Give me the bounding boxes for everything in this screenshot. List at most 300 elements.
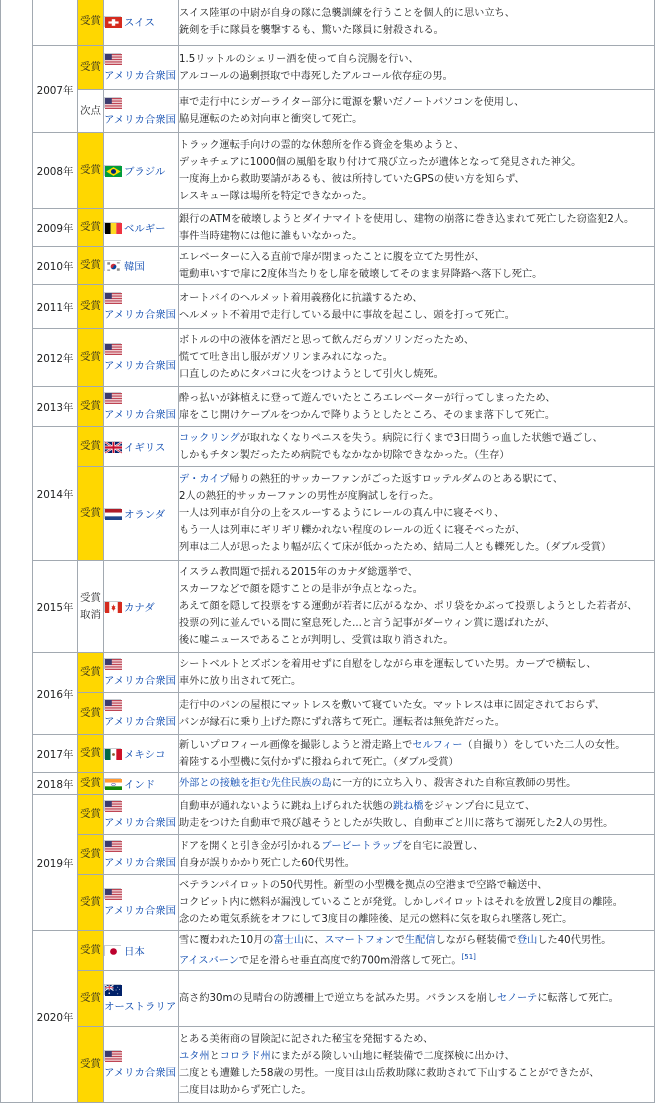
status-label: 受賞 bbox=[78, 505, 103, 521]
country-name[interactable]: アメリカ合衆国 bbox=[104, 67, 176, 82]
description-text: 列車は二人が思ったより幅が広くて床が低かったため、結局二人とも轢死した。（ダブル受賞） bbox=[179, 542, 611, 553]
country-link[interactable] bbox=[104, 439, 178, 454]
belgium-flag-icon bbox=[104, 222, 121, 233]
description-text: 酔っ払いが鉢植えに登って遊んでいたところエレベーターが行ってしまったため、 bbox=[179, 393, 556, 404]
description-text: 2人の熱狂的サッカーファンの男性が度胸試しを行った。 bbox=[179, 491, 439, 502]
description-cell bbox=[179, 467, 655, 561]
description-text: 投票の列に並んでいる間に窒息死した...と言う記事がダーウィン賞に選ばれたが、 bbox=[179, 618, 555, 629]
description-line bbox=[179, 798, 654, 815]
status-cell bbox=[78, 561, 104, 653]
description-line bbox=[179, 1031, 654, 1048]
description-line bbox=[179, 290, 654, 307]
country-link[interactable] bbox=[104, 14, 178, 29]
wiki-link[interactable]: 富士山 bbox=[273, 935, 304, 946]
description-line bbox=[179, 598, 654, 615]
country-name[interactable]: アメリカ合衆国 bbox=[104, 854, 176, 869]
status-cell bbox=[78, 0, 104, 46]
country-name[interactable]: アメリカ合衆国 bbox=[104, 713, 176, 728]
table-row bbox=[1, 427, 655, 467]
description-line bbox=[179, 447, 654, 464]
country-link[interactable] bbox=[104, 292, 178, 321]
wiki-link[interactable]: デ・カイプ bbox=[179, 474, 229, 485]
status-cell bbox=[78, 1027, 104, 1103]
usa-flag-icon bbox=[104, 699, 121, 710]
description-text: 助走をつけた自動車で飛び越そうとしたが失敗し、自動車ごと川に落ちて溺死した2人の男性。 bbox=[179, 818, 613, 829]
description-line bbox=[179, 366, 654, 383]
usa-flag-icon bbox=[104, 343, 121, 354]
description-cell bbox=[179, 247, 655, 285]
year-cell: 2018年 bbox=[33, 773, 78, 795]
description-line bbox=[179, 877, 654, 894]
country-cell[interactable] bbox=[104, 387, 179, 427]
description-text: と bbox=[210, 1051, 220, 1062]
description-text: 一度海上から救助要請があるも、彼は所持していたGPSの使い方を知らず、 bbox=[179, 174, 525, 185]
wiki-link[interactable]: 跳ね橋 bbox=[393, 801, 424, 812]
description-line bbox=[179, 505, 654, 522]
status-label: 受賞 bbox=[78, 846, 103, 862]
country-cell[interactable] bbox=[104, 835, 179, 875]
country-name[interactable]: アメリカ合衆国 bbox=[104, 406, 176, 421]
description-line bbox=[179, 188, 654, 205]
year-cell: 2019年 bbox=[33, 795, 78, 931]
uk-flag-icon bbox=[104, 441, 121, 452]
country-name[interactable]: アメリカ合衆国 bbox=[104, 1064, 176, 1079]
year-cell: 2020年 bbox=[33, 931, 78, 1103]
status-cell bbox=[78, 285, 104, 329]
wiki-link[interactable]: コロラド州 bbox=[220, 1051, 271, 1062]
country-link[interactable] bbox=[104, 220, 178, 235]
country-name[interactable]: スイス bbox=[124, 14, 155, 29]
status-label: 受賞 bbox=[78, 298, 103, 314]
description-text: 車で走行中にシガーライター部分に電源を繋いだノートパソコンを使用し、 bbox=[179, 97, 524, 108]
description-line bbox=[179, 51, 654, 68]
citation-link[interactable]: [51] bbox=[462, 953, 476, 961]
description-line bbox=[179, 949, 654, 969]
wiki-link[interactable]: 登山 bbox=[517, 935, 537, 946]
description-line bbox=[179, 539, 654, 556]
description-text: スイス陸軍の中尉が自身の隊に急襲訓練を行うことを個人的に思い立ち、 bbox=[179, 8, 515, 19]
south-korea-flag-icon bbox=[104, 260, 121, 271]
description-cell bbox=[179, 285, 655, 329]
usa-flag-icon bbox=[104, 97, 121, 108]
status-cell bbox=[78, 133, 104, 209]
country-link[interactable] bbox=[104, 506, 178, 521]
country-link[interactable] bbox=[104, 746, 178, 761]
wiki-link[interactable]: 外部との接触を拒む先住民族の島 bbox=[179, 778, 332, 789]
country-cell[interactable] bbox=[104, 693, 179, 735]
country-name[interactable]: インド bbox=[124, 776, 155, 791]
status-label: 受賞 bbox=[78, 1056, 103, 1072]
description-cell bbox=[179, 653, 655, 693]
description-text: アルコールの過剰摂取で中毒死したアルコール依存症の男。 bbox=[179, 71, 453, 82]
country-link[interactable] bbox=[104, 800, 178, 829]
description-text: コクピット内に燃料が漏洩していることが発覚。しかしパイロットはそれを放置し2度目の離陸。 bbox=[179, 897, 623, 908]
year-cell: 2017年 bbox=[33, 735, 78, 773]
status-label: 受賞 bbox=[78, 806, 103, 822]
status-cell bbox=[78, 971, 104, 1027]
description-text: トラック運転手向けの霊的な休憩所を作る資金を集めようと、 bbox=[179, 140, 464, 151]
country-name[interactable]: アメリカ合衆国 bbox=[104, 306, 176, 321]
status-cell bbox=[78, 875, 104, 931]
description-text: に転落して死亡。 bbox=[537, 993, 619, 1004]
country-cell[interactable] bbox=[104, 247, 179, 285]
description-line bbox=[179, 111, 654, 128]
description-text: 着陸する小型機に気付かずに撥ねられて死亡。（ダブル受賞） bbox=[179, 757, 459, 768]
description-text: 一人は列車が自分の上をスルーするようにレールの真ん中に寝そべり、 bbox=[179, 508, 504, 519]
mexico-flag-icon bbox=[104, 748, 121, 759]
country-name[interactable]: オーストラリア bbox=[104, 998, 176, 1013]
description-cell bbox=[179, 329, 655, 387]
description-line bbox=[179, 22, 654, 39]
table-row bbox=[1, 387, 655, 427]
table-row bbox=[1, 735, 655, 773]
country-cell[interactable] bbox=[104, 285, 179, 329]
usa-flag-icon bbox=[104, 800, 121, 811]
description-text: 新しいプロフィール画像を撮影しようと滑走路上で bbox=[179, 740, 412, 751]
description-cell bbox=[179, 693, 655, 735]
country-link[interactable] bbox=[104, 776, 178, 791]
year-cell: 2015年 bbox=[33, 561, 78, 653]
country-name[interactable]: イギリス bbox=[124, 439, 165, 454]
description-text: 二度とも遭難した58歳の男性。一度目は山岳救助隊に救助されて下山することができたが、 bbox=[179, 1068, 599, 1079]
status-cell bbox=[78, 46, 104, 90]
usa-flag-icon bbox=[104, 1050, 121, 1061]
status-cell bbox=[78, 90, 104, 133]
status-label: 受賞 bbox=[78, 59, 103, 75]
status-cell bbox=[78, 387, 104, 427]
description-line bbox=[179, 211, 654, 228]
description-line bbox=[179, 911, 654, 928]
description-cell bbox=[179, 561, 655, 653]
country-link[interactable] bbox=[104, 343, 178, 372]
description-line bbox=[179, 94, 654, 111]
usa-flag-icon bbox=[104, 888, 121, 899]
table-left-edge bbox=[1, 0, 33, 1103]
country-cell[interactable] bbox=[104, 90, 179, 133]
description-line bbox=[179, 68, 654, 85]
status-label: 受賞 bbox=[78, 942, 103, 958]
description-line bbox=[179, 838, 654, 855]
description-line bbox=[179, 1065, 654, 1082]
netherlands-flag-icon bbox=[104, 508, 121, 519]
description-text: をジャンプ台に見立て、 bbox=[424, 801, 536, 812]
description-cell bbox=[179, 209, 655, 247]
description-line bbox=[179, 522, 654, 539]
table-row bbox=[1, 795, 655, 835]
description-line bbox=[179, 656, 654, 673]
description-text: にまたがる険しい山地に軽装備で二度探検に出かけ、 bbox=[271, 1051, 515, 1062]
country-cell[interactable] bbox=[104, 653, 179, 693]
status-cell bbox=[78, 693, 104, 735]
description-text: 口直しのためにタバコに火をつけようとして引火し焼死。 bbox=[179, 369, 444, 380]
country-name[interactable]: ベルギー bbox=[124, 220, 166, 235]
brazil-flag-icon bbox=[104, 165, 121, 176]
description-text: ヘルメット不着用で走行している最中に事故を起こし、頭を打って死亡。 bbox=[179, 310, 515, 321]
description-cell bbox=[179, 735, 655, 773]
description-text: 事件当時建物には他に誰もいなかった。 bbox=[179, 231, 362, 242]
description-line bbox=[179, 1082, 654, 1099]
country-name[interactable]: メキシコ bbox=[124, 746, 165, 761]
description-text: もう一人は列車にギリギリ轢かれない程度のレールの近くに寝そべったが、 bbox=[179, 525, 525, 536]
table-row bbox=[1, 0, 655, 46]
japan-flag-icon bbox=[104, 945, 121, 956]
description-line bbox=[179, 407, 654, 424]
canada-flag-icon bbox=[104, 601, 121, 612]
status-cell bbox=[78, 427, 104, 467]
description-line bbox=[179, 5, 654, 22]
country-link[interactable] bbox=[104, 699, 178, 728]
country-link[interactable] bbox=[104, 599, 178, 614]
description-text: スカーフなどで顔を隠すことの是非が争点となった。 bbox=[179, 584, 423, 595]
year-cell: 2010年 bbox=[33, 247, 78, 285]
country-cell[interactable] bbox=[104, 971, 179, 1027]
wiki-link[interactable]: セノーテ bbox=[497, 993, 537, 1004]
year-cell: 2012年 bbox=[33, 329, 78, 387]
status-cell bbox=[78, 209, 104, 247]
description-text: で bbox=[395, 935, 405, 946]
country-link[interactable] bbox=[104, 840, 178, 869]
description-cell bbox=[179, 795, 655, 835]
country-cell[interactable] bbox=[104, 1027, 179, 1103]
year-cell: 2007年 bbox=[33, 46, 78, 133]
country-cell[interactable] bbox=[104, 427, 179, 467]
table-row bbox=[1, 133, 655, 209]
status-label: 受賞 bbox=[78, 162, 103, 178]
description-line bbox=[179, 488, 654, 505]
description-line bbox=[179, 815, 654, 832]
country-cell[interactable] bbox=[104, 329, 179, 387]
description-cell bbox=[179, 1027, 655, 1103]
wiki-link[interactable]: コックリング bbox=[179, 433, 240, 444]
description-line bbox=[179, 894, 654, 911]
description-text: 電動車いすで扉に2度体当たりをし扉を破壊してそのまま昇降路へ落下し死亡。 bbox=[179, 269, 542, 280]
country-link[interactable] bbox=[104, 53, 178, 82]
usa-flag-icon bbox=[104, 392, 121, 403]
usa-flag-icon bbox=[104, 840, 121, 851]
description-text: した40代男性。 bbox=[537, 935, 611, 946]
status-label: 受賞 bbox=[78, 13, 103, 29]
description-line bbox=[179, 307, 654, 324]
country-name[interactable]: アメリカ合衆国 bbox=[104, 814, 176, 829]
country-name[interactable]: アメリカ合衆国 bbox=[104, 672, 176, 687]
country-cell[interactable] bbox=[104, 931, 179, 971]
table-row bbox=[1, 561, 655, 653]
description-text: 後に嘘ニュースであることが判明し、受賞は取り消された。 bbox=[179, 635, 454, 646]
description-text: 帰りの熱狂的サッカーファンがごった返すロッテルダムのとある駅にて、 bbox=[229, 474, 563, 485]
description-text: で足を滑らせ垂直高度で約700m滑落して死亡。 bbox=[239, 955, 462, 966]
description-text: オートバイのヘルメット着用義務化に抗議するため、 bbox=[179, 293, 423, 304]
description-text: 自身が誤りかかり死亡した60代男性。 bbox=[179, 858, 355, 869]
table-row bbox=[1, 773, 655, 795]
status-cell bbox=[78, 931, 104, 971]
country-link[interactable] bbox=[104, 97, 178, 126]
description-line bbox=[179, 1048, 654, 1065]
description-cell bbox=[179, 133, 655, 209]
australia-flag-icon bbox=[104, 984, 121, 995]
country-cell[interactable] bbox=[104, 0, 179, 46]
country-name[interactable]: ブラジル bbox=[124, 163, 165, 178]
description-line bbox=[179, 714, 654, 731]
country-link[interactable] bbox=[104, 984, 178, 1013]
description-cell bbox=[179, 90, 655, 133]
description-text: が取れなくなりペニスを失う。病院に行くまで3日間うっ血した状態で過ごし、 bbox=[240, 433, 603, 444]
table-row bbox=[1, 467, 655, 561]
status-cell bbox=[78, 467, 104, 561]
country-link[interactable] bbox=[104, 888, 178, 917]
description-text: に、 bbox=[304, 935, 324, 946]
table-row bbox=[1, 329, 655, 387]
description-cell bbox=[179, 387, 655, 427]
table-row bbox=[1, 693, 655, 735]
wiki-link[interactable]: スマートフォン bbox=[324, 935, 394, 946]
description-line bbox=[179, 990, 654, 1007]
wiki-link[interactable]: セルフィー bbox=[412, 740, 462, 751]
table-row bbox=[1, 285, 655, 329]
description-text: 車外に放り出されて死亡。 bbox=[179, 676, 301, 687]
status-cell bbox=[78, 773, 104, 795]
country-link[interactable] bbox=[104, 1050, 178, 1079]
description-text: 二度目は助からず死亡した。 bbox=[179, 1085, 311, 1096]
description-text: 銀行のATMを破壊しようとダイナマイトを使用し、建物の崩落に巻き込まれて死亡した窃盗犯2人。 bbox=[179, 214, 634, 225]
description-line bbox=[179, 430, 654, 447]
status-label: 受賞 bbox=[78, 664, 103, 680]
description-text: イスラム教問題で揺れる2015年のカナダ総選挙で、 bbox=[179, 567, 418, 578]
table-row bbox=[1, 653, 655, 693]
description-text: ドアを開くと引き金が引かれる bbox=[179, 841, 321, 852]
status-label: 受賞 bbox=[78, 775, 103, 791]
country-name[interactable]: カナダ bbox=[124, 599, 155, 614]
table-row bbox=[1, 209, 655, 247]
description-text: 自動車が通れないように跳ね上げられた状態の bbox=[179, 801, 393, 812]
country-cell[interactable] bbox=[104, 467, 179, 561]
country-name[interactable]: オランダ bbox=[124, 506, 165, 521]
description-cell bbox=[179, 971, 655, 1027]
table-row bbox=[1, 90, 655, 133]
description-cell bbox=[179, 0, 655, 46]
description-text: に一方的に立ち入り、殺害された自称宣教師の男性。 bbox=[332, 778, 577, 789]
description-text: 扉をこじ開けケーブルをつかんで降りようとしたところ、そのまま落下して死亡。 bbox=[179, 410, 555, 421]
country-cell[interactable] bbox=[104, 209, 179, 247]
year-cell: 2016年 bbox=[33, 653, 78, 735]
year-cell: 2011年 bbox=[33, 285, 78, 329]
description-line bbox=[179, 581, 654, 598]
wiki-link[interactable]: 生配信 bbox=[405, 935, 436, 946]
status-cell bbox=[78, 735, 104, 773]
country-link[interactable] bbox=[104, 258, 178, 273]
description-line bbox=[179, 775, 654, 792]
description-cell bbox=[179, 46, 655, 90]
status-cell bbox=[78, 247, 104, 285]
year-cell: 2014年 bbox=[33, 427, 78, 561]
table-row bbox=[1, 875, 655, 931]
description-line bbox=[179, 154, 654, 171]
description-line bbox=[179, 228, 654, 245]
country-cell[interactable] bbox=[104, 133, 179, 209]
status-label: 受賞 bbox=[78, 590, 103, 606]
table-row bbox=[1, 835, 655, 875]
wiki-link[interactable]: ブービートラップ bbox=[321, 841, 402, 852]
description-cell bbox=[179, 931, 655, 971]
country-name[interactable]: 日本 bbox=[124, 943, 145, 958]
description-line bbox=[179, 332, 654, 349]
description-text: 脇見運転のため対向車と衝突して死亡。 bbox=[179, 114, 362, 125]
description-text: エレベーターに入る直前で扉が閉まったことに腹を立てた男性が、 bbox=[179, 252, 485, 263]
country-cell[interactable] bbox=[104, 561, 179, 653]
status-label: 受賞 bbox=[78, 398, 103, 414]
description-text: （自撮り）をしていた二人の女性。 bbox=[462, 740, 625, 751]
description-line bbox=[179, 349, 654, 366]
wiki-link[interactable]: アイスバーン bbox=[179, 955, 239, 966]
country-name[interactable]: 韓国 bbox=[124, 258, 145, 273]
description-line bbox=[179, 855, 654, 872]
status-label: 受賞 bbox=[78, 438, 103, 454]
status-cell bbox=[78, 835, 104, 875]
table-row bbox=[1, 247, 655, 285]
status-label: 取消 bbox=[78, 607, 103, 623]
india-flag-icon bbox=[104, 778, 121, 789]
description-text: デッキチェアに1000個の風船を取り付けて飛び立ったが遺体となって発見された神父。 bbox=[179, 157, 581, 168]
description-line bbox=[179, 737, 654, 754]
description-line bbox=[179, 390, 654, 407]
table-row bbox=[1, 931, 655, 971]
description-text: とある美術商の冒険記に記された秘宝を発掘するため、 bbox=[179, 1034, 433, 1045]
description-line bbox=[179, 171, 654, 188]
description-line bbox=[179, 564, 654, 581]
description-line bbox=[179, 615, 654, 632]
description-text: ベテランパイロットの50代男性。新型の小型機を拠点の空港まで空路で輸送中、 bbox=[179, 880, 548, 891]
status-label: 受賞 bbox=[78, 990, 103, 1006]
description-text: レスキュー隊は場所を特定できなかった。 bbox=[179, 191, 372, 202]
status-label: 受賞 bbox=[78, 349, 103, 365]
country-cell[interactable] bbox=[104, 46, 179, 90]
status-label: 受賞 bbox=[78, 894, 103, 910]
country-cell[interactable] bbox=[104, 875, 179, 931]
status-cell bbox=[78, 329, 104, 387]
year-cell-continued bbox=[33, 0, 78, 46]
description-cell bbox=[179, 835, 655, 875]
usa-flag-icon bbox=[104, 658, 121, 669]
description-cell bbox=[179, 875, 655, 931]
status-label: 受賞 bbox=[78, 705, 103, 721]
table-row bbox=[1, 46, 655, 90]
usa-flag-icon bbox=[104, 53, 121, 64]
switzerland-flag-icon bbox=[104, 16, 121, 27]
country-link[interactable] bbox=[104, 163, 178, 178]
country-cell[interactable] bbox=[104, 735, 179, 773]
country-cell[interactable] bbox=[104, 773, 179, 795]
description-text: 念のため電気系統をオフにして3度目の離陸後、足元の燃料に気を取られ墜落し死亡。 bbox=[179, 914, 572, 925]
country-link[interactable] bbox=[104, 658, 178, 687]
country-name[interactable]: アメリカ合衆国 bbox=[104, 111, 176, 126]
description-text: を自宅に設置し、 bbox=[402, 841, 484, 852]
wiki-link[interactable]: ユタ州 bbox=[179, 1051, 210, 1062]
description-text: 1.5リットルのシェリー酒を使って自ら浣腸を行い、 bbox=[179, 54, 419, 65]
description-text: しながら軽装備で bbox=[435, 935, 517, 946]
description-text: 走行中のバンの屋根にマットレスを敷いて寝ていた女。マットレスは車に固定されておらず、 bbox=[179, 700, 605, 711]
description-line bbox=[179, 137, 654, 154]
description-text: あえて顔を隠して投票をする運動が若者に広がるなか、ポリ袋をかぶって投票しようとした若者が、 bbox=[179, 601, 637, 612]
country-cell[interactable] bbox=[104, 795, 179, 835]
country-link[interactable] bbox=[104, 943, 178, 958]
country-link[interactable] bbox=[104, 392, 178, 421]
year-cell: 2009年 bbox=[33, 209, 78, 247]
description-text: 慌てて吐き出し服がガソリンまみれになった。 bbox=[179, 352, 393, 363]
description-cell bbox=[179, 773, 655, 795]
description-text: しかもチタン製だったため病院でもなかなか切除できなかった。（生存） bbox=[179, 450, 510, 461]
country-name[interactable]: アメリカ合衆国 bbox=[104, 902, 176, 917]
description-line bbox=[179, 697, 654, 714]
country-name[interactable]: アメリカ合衆国 bbox=[104, 357, 176, 372]
